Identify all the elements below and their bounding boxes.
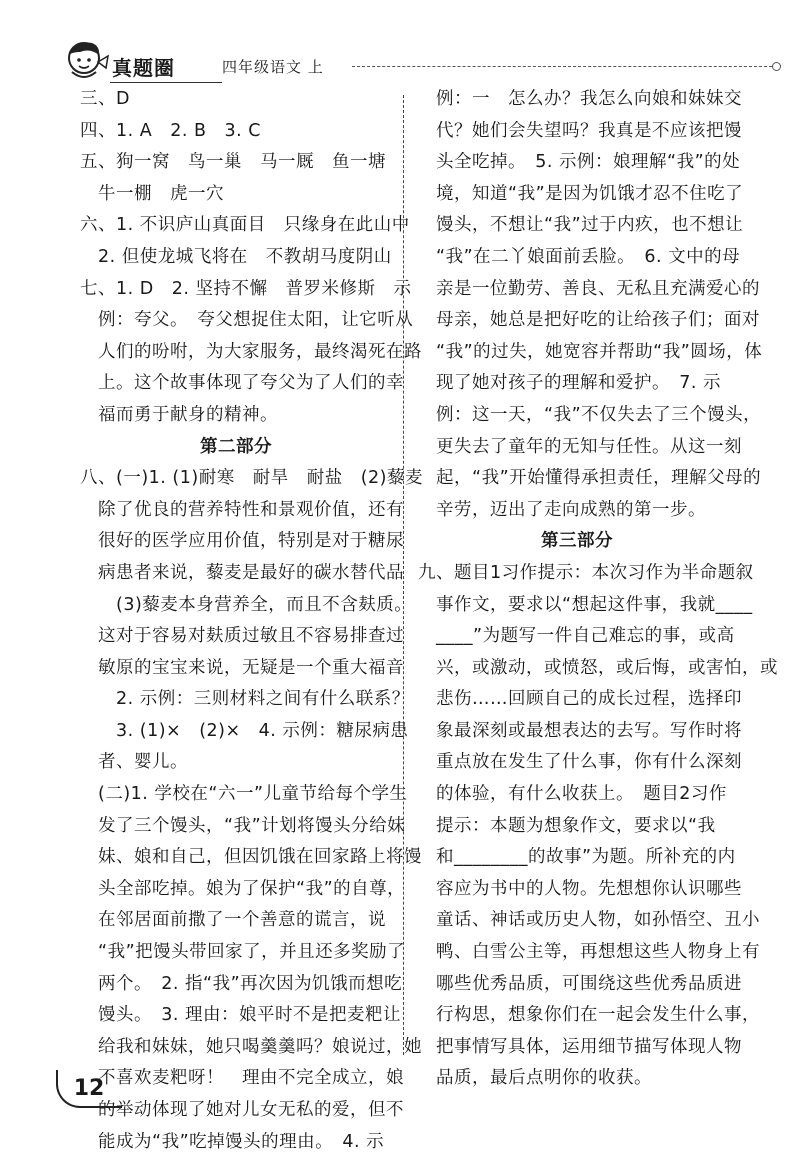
answer-line: 人们的吩咐，为大家服务，最终渴死在路 [98,341,422,362]
answer-line: 能成为“我”吃掉馒头的理由。 4. 示 [98,1131,385,1152]
answer-line: (二)1. 学校在“六一”儿童节给每个学生 [98,784,408,805]
answer-line: 六、1. 不识庐山真面目 只缘身在此山中 [80,215,410,236]
answer-line: 牛一棚 虎一穴 [98,183,224,204]
answer-line: 象最深刻或最想表达的去写。写作时将 [436,720,742,741]
answer-line: 鸭、白雪公主等，再想想这些人物身上有 [436,942,760,963]
answer-line: 的体验，有什么收获上。 题目2习作 [436,784,727,805]
answer-line: 除了优良的营养特性和景观价值，还有 [98,499,404,520]
answer-line: 的举动体现了她对儿女无私的爱，但不 [98,1100,404,1120]
answer-line: 两个。 2. 指“我”再次因为饥饿而想吃 [98,973,403,994]
answer-line: 起，“我”开始懂得承担责任，理解父母的 [436,468,762,489]
answer-line: 三、D [80,89,130,109]
answer-line: 九、题目1习作提示：本次习作为半命题叙 [418,562,754,583]
answer-line: 哪些优秀品质，可围绕这些优秀品质进 [436,973,742,994]
answer-line: 上。这个故事体现了夸父为了人们的幸 [98,373,404,394]
answer-line: 在邻居面前撒了一个善意的谎言，说 [98,910,386,931]
answer-line: 馒头，不想让“我”过于内疚，也不想让 [436,215,744,236]
answer-line: 敏原的宝宝来说，无疑是一个重大福音 [98,657,404,678]
answer-line: 者、婴儿。 [98,752,188,773]
answer-line: 境，知道“我”是因为饥饿才忍不住吃了 [436,183,744,204]
answer-line: 3. (1)× (2)× 4. 示例：糖尿病患 [116,720,409,741]
answer-line: 头全部吃掉。娘为了保护“我”的自尊， [98,878,406,899]
answer-line: 不喜欢麦粑呀！ 理由不完全成立，娘 [98,1068,404,1089]
answer-line: 童话、神话或历史人物，如孙悟空、丑小 [436,910,760,931]
answer-line: 头全吃掉。 5. 示例：娘理解“我”的处 [436,152,741,173]
answer-line: 代？她们会失望吗？我真是不应该把馒 [436,120,742,141]
left-column [80,84,423,1158]
answer-line: 和________的故事”为题。所补充的内 [436,847,736,868]
header-dash-end-icon [772,62,781,71]
answer-line: 重点放在发生了什么事，你有什么深刻 [436,752,742,773]
answer-line: (3)藜麦本身营养全，而且不含麸质。 [116,594,413,615]
mascot-logo-icon [62,38,112,82]
answer-line: 福而勇于献身的精神。 [98,404,278,425]
answer-line: 2. 示例：三则材料之间有什么联系？ [116,689,410,710]
answer-line: “我”把馒头带回家了，并且还多奖励了 [98,942,406,963]
answer-line: 例：夸父。 夸父想捉住太阳，让它听从 [98,310,414,331]
answer-line: ____”为题写一件自己难忘的事，或高 [436,626,735,647]
answer-line: 五、狗一窝 鸟一巢 马一厩 鱼一塘 [80,152,386,173]
answer-line: 七、1. D 2. 坚持不懈 普罗米修斯 示 [80,278,412,299]
answer-line: “我”在二丫娘面前丢脸。 6. 文中的母 [436,246,741,267]
answer-line: 事作文，要求以“想起这件事，我就____ [436,594,753,615]
answer-line: 品质，最后点明你的收获。 [436,1068,652,1089]
page-number: 12 [73,1075,105,1101]
answer-line: 2. 但使龙城飞将在 不教胡马度阴山 [98,246,392,267]
page-header [62,38,782,82]
column-divider [403,95,404,1055]
answer-line: 例：这一天，“我”不仅失去了三个馒头， [436,404,762,425]
answer-line: 例：一 怎么办？我怎么向娘和妹妹交 [436,89,742,109]
answer-line: 行构思，想象你们在一起会发生什么事， [436,1005,760,1026]
answer-line: “我”的过失，她宽容并帮助“我”圆场，体 [436,341,763,362]
answer-line: 病患者来说，藜麦是最好的碳水替代品 [98,562,404,583]
answer-line: 提示：本题为想象作文，要求以“我 [436,815,716,836]
answer-line: 兴，或激动，或愤怒，或后悔，或害怕，或 [436,657,778,678]
answer-line: 母亲，她总是把好吃的让给孩子们；面对 [436,310,760,331]
right-column [418,84,778,1095]
header-dash-line [352,66,772,67]
brand-title: 真题圈 [112,56,175,80]
section-heading: 第三部分 [541,531,613,552]
answer-line: 悲伤……回顾自己的成长过程，选择印 [436,689,742,710]
answer-line: 容应为书中的人物。先想想你认识哪些 [436,878,742,899]
answer-line: 妹、娘和自己，但因饥饿在回家路上将馒 [98,847,422,868]
answer-line: 八、(一)1. (1)耐寒 耐旱 耐盐 (2)藜麦 [80,468,423,489]
subject-label: 四年级语文 上 [222,58,324,76]
answer-line: 更失去了童年的无知与任性。从这一刻 [436,436,742,457]
header-underline [110,82,222,83]
answer-line: 馒头。 3. 理由：娘平时不是把麦粑让 [98,1005,402,1026]
answer-line: 现了她对孩子的理解和爱护。 7. 示 [436,373,722,394]
answer-line: 很好的医学应用价值，特别是对于糖尿 [98,531,404,552]
answer-line: 辛劳，迈出了走向成熟的第一步。 [436,499,706,520]
section-heading: 第二部分 [200,436,272,457]
answer-line: 给我和妹妹，她只喝羹羹吗？娘说过，她 [98,1036,422,1057]
answer-line: 亲是一位勤劳、善良、无私且充满爱心的 [436,278,760,299]
answer-line: 四、1. A 2. B 3. C [80,120,261,141]
answer-line: 这对于容易对麸质过敏且不容易排查过 [98,626,404,647]
answer-line: 发了三个馒头，“我”计划将馒头分给妹 [98,815,406,836]
answer-line: 把事情写具体，运用细节描写体现人物 [436,1036,742,1057]
